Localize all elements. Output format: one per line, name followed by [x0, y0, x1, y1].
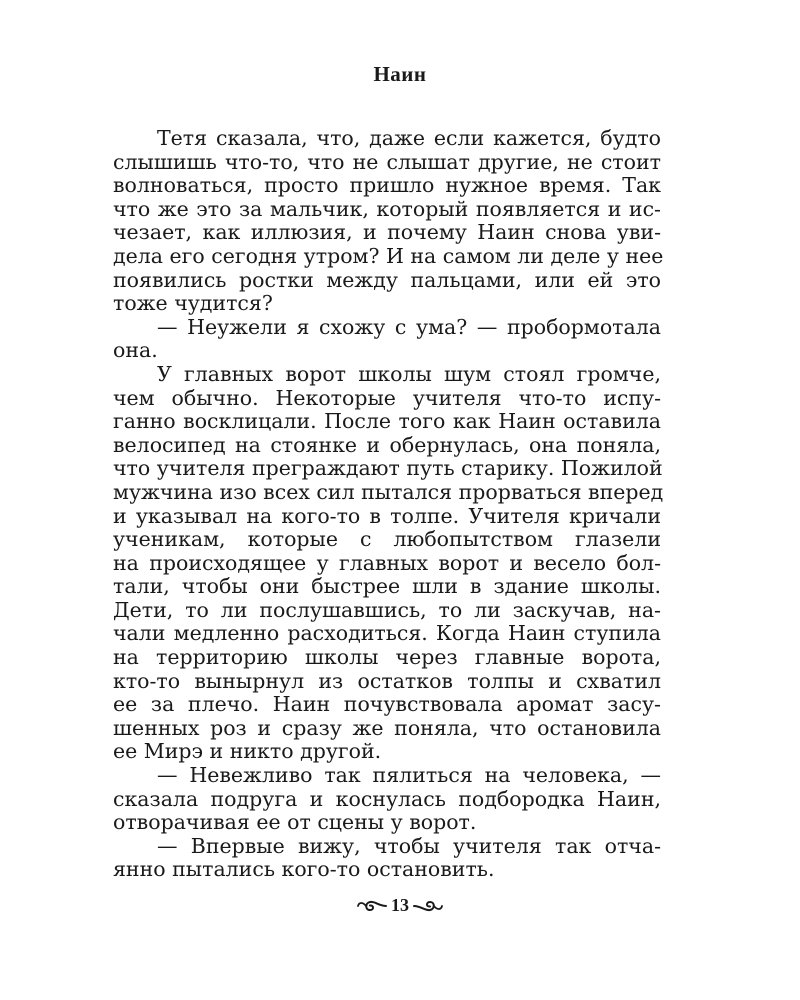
text-line: отворачивая ее от сцены у ворот. — [113, 810, 477, 835]
text-line: чем обычно. Некоторые учителя что-то испу- — [113, 385, 661, 410]
text-line: — Впервые вижу, чтобы учителя так отча- — [157, 833, 661, 858]
swirl-right-icon — [413, 898, 443, 914]
text-line: — Неужели я схожу с ума? — пробормотала — [157, 314, 661, 339]
text-line: что же это за мальчик, который появляется и ис- — [113, 196, 661, 221]
text-line: тоже чудится? — [113, 291, 273, 316]
text-line: что учителя преграждают путь старику. Пожилой — [113, 456, 663, 481]
text-line: — Невежливо так пялиться на человека, — — [157, 763, 661, 788]
text-line: кто-то вынырнул из остатков толпы и схватил — [113, 668, 661, 693]
text-line: чезает, как иллюзия, и почему Наин снова уви- — [113, 220, 661, 245]
text-line: тали, чтобы они быстрее шли в здание школы. — [113, 574, 661, 599]
text-line: дела его сегодня утром? И на самом ли деле у нее — [113, 243, 664, 268]
running-head-title: Наин — [373, 62, 427, 86]
text-line: чали медленно расходиться. Когда Наин ступила — [113, 621, 661, 646]
text-line: мужчина изо всех сил пытался прорваться вперед — [113, 479, 664, 504]
text-line: ганно восклицали. После того как Наин оставила — [113, 409, 661, 434]
text-line: У главных ворот школы шум стоял громче, — [157, 361, 661, 386]
text-line: шенных роз и сразу же поняла, что остановила — [113, 715, 661, 740]
swirl-left-icon — [357, 898, 387, 914]
text-line: слышишь что-то, что не слышат другие, не стоит — [113, 149, 661, 174]
text-line: и указывал на кого-то в толпе. Учителя кричали — [113, 503, 661, 528]
text-line: Тетя сказала, что, даже если кажется, будто — [157, 126, 661, 150]
text-line: ее Мирэ и никто другой. — [113, 739, 382, 764]
text-line: появились ростки между пальцами, или ей это — [113, 267, 661, 292]
text-line: сказала подруга и коснулась подбородка Наин, — [113, 786, 661, 811]
text-line: она. — [113, 338, 158, 363]
text-line: на территорию школы через главные ворота, — [113, 645, 661, 670]
text-line: ученикам, которые с любопытством глазели — [113, 527, 661, 552]
page-folio — [0, 895, 800, 916]
text-line: Дети, то ли послушавшись, то ли заскучав, на- — [113, 597, 661, 622]
text-line: на происходящее у главных ворот и весело бол- — [113, 550, 661, 575]
text-line: янно пытались кого-то остановить. — [113, 857, 495, 882]
text-line: велосипед на стоянке и обернулась, она поняла, — [113, 432, 661, 457]
page-number: 13 — [391, 895, 409, 915]
text-line: волноваться, просто пришло нужное время. Так — [113, 173, 661, 198]
body-text — [113, 126, 664, 882]
text-line: ее за плечо. Наин почувствовала аромат засу- — [113, 692, 661, 717]
